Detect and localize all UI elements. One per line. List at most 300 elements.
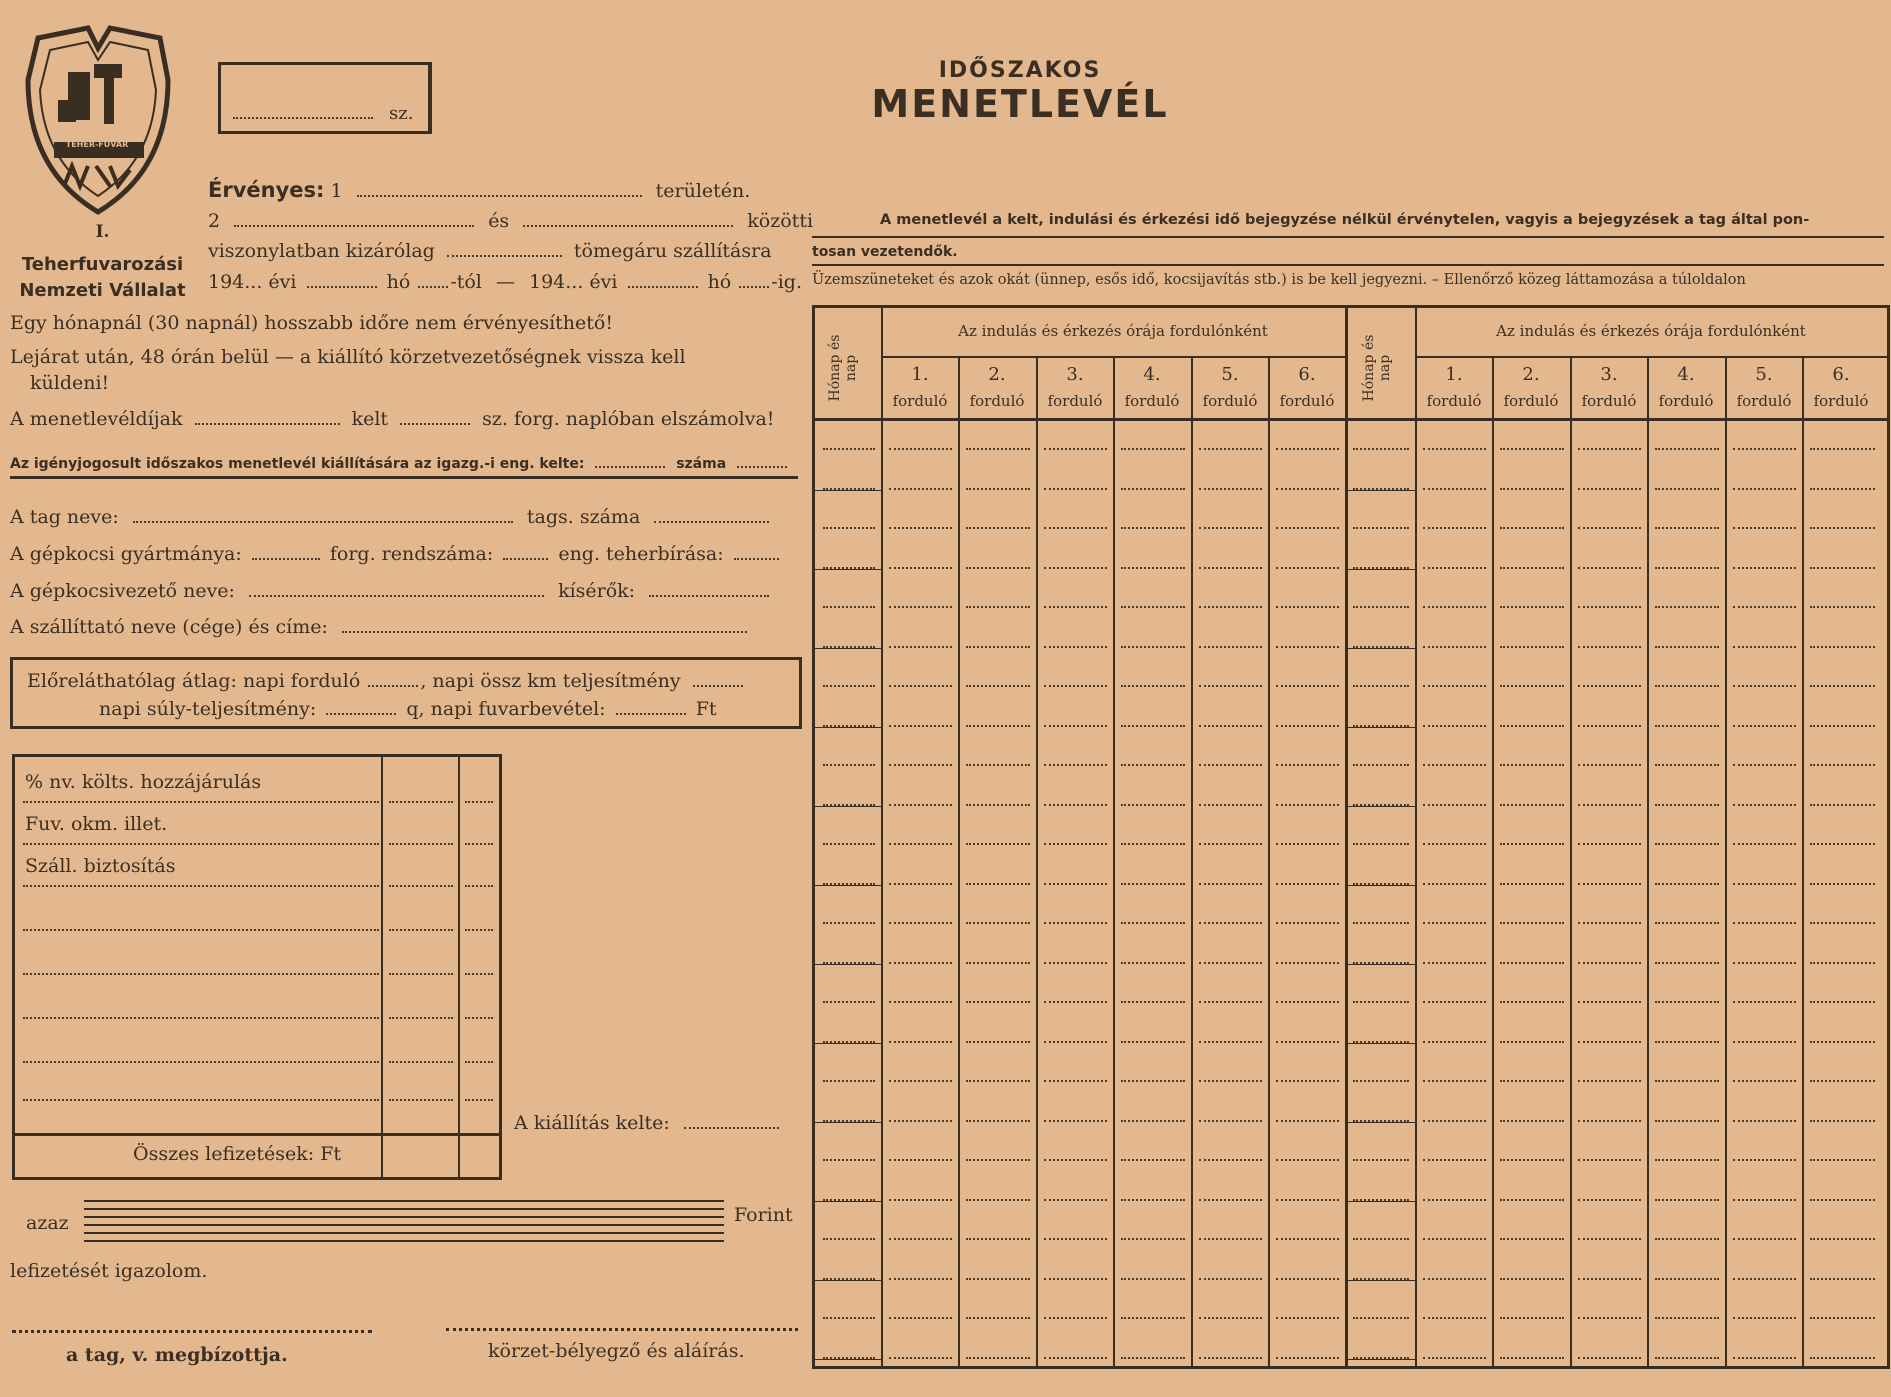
trip-log-cell[interactable] [1044, 527, 1107, 529]
trip-log-cell[interactable] [1044, 1278, 1107, 1280]
day-end-field[interactable] [739, 272, 769, 288]
trip-log-cell[interactable] [1500, 883, 1564, 885]
trip-log-cell[interactable] [1423, 1357, 1486, 1359]
trip-log-cell[interactable] [1121, 843, 1185, 845]
escorts-field[interactable] [649, 581, 769, 597]
driver-field[interactable] [249, 581, 544, 597]
trip-log-cell[interactable] [889, 646, 952, 648]
trip-log-cell[interactable] [1121, 804, 1185, 806]
trip-log-cell[interactable] [1578, 922, 1641, 924]
trip-log-cell[interactable] [1199, 567, 1262, 569]
trip-log-cell[interactable] [1121, 1080, 1185, 1082]
trip-log-cell[interactable] [1500, 725, 1564, 727]
trip-log-cell[interactable] [1733, 1357, 1796, 1359]
trip-log-cell[interactable] [1353, 1159, 1409, 1161]
trip-log-cell[interactable] [1199, 843, 1262, 845]
trip-log-cell[interactable] [1199, 962, 1262, 964]
trip-log-cell[interactable] [1578, 448, 1641, 450]
trip-log-cell[interactable] [1733, 962, 1796, 964]
trip-log-cell[interactable] [1121, 567, 1185, 569]
trip-log-cell[interactable] [823, 448, 875, 450]
trip-log-cell[interactable] [1810, 1001, 1875, 1003]
trip-log-cell[interactable] [1044, 883, 1107, 885]
trip-log-cell[interactable] [1423, 685, 1486, 687]
trip-log-cell[interactable] [1733, 1317, 1796, 1319]
trip-log-cell[interactable] [1276, 685, 1339, 687]
trip-log-cell[interactable] [1276, 764, 1339, 766]
trip-log-cell[interactable] [1733, 1001, 1796, 1003]
trip-log-cell[interactable] [889, 1001, 952, 1003]
trip-log-cell[interactable] [966, 1120, 1030, 1122]
trip-log-cell[interactable] [1121, 883, 1185, 885]
trip-log-cell[interactable] [1578, 1159, 1641, 1161]
plate-field[interactable] [503, 544, 548, 560]
trip-log-cell[interactable] [1423, 488, 1486, 490]
trip-log-cell[interactable] [1655, 1080, 1719, 1082]
trip-log-cell[interactable] [1733, 685, 1796, 687]
trip-log-cell[interactable] [1276, 962, 1339, 964]
trip-log-cell[interactable] [1655, 883, 1719, 885]
trip-log-cell[interactable] [1353, 685, 1409, 687]
cost-fraction-line[interactable] [465, 1061, 493, 1063]
trip-log-cell[interactable] [1578, 606, 1641, 608]
trip-log-cell[interactable] [1044, 1317, 1107, 1319]
authorization-number-field[interactable] [737, 456, 787, 468]
trip-log-cell[interactable] [1121, 1278, 1185, 1280]
trip-log-cell[interactable] [1655, 922, 1719, 924]
cost-amount-line[interactable] [389, 885, 453, 887]
cost-amount-line[interactable] [389, 929, 453, 931]
trip-log-cell[interactable] [1121, 962, 1185, 964]
cost-amount-line[interactable] [389, 1061, 453, 1063]
trip-log-cell[interactable] [966, 962, 1030, 964]
trip-log-cell[interactable] [1276, 646, 1339, 648]
trip-log-cell[interactable] [1199, 488, 1262, 490]
trip-log-cell[interactable] [1655, 764, 1719, 766]
member-number-field[interactable] [654, 507, 769, 523]
trip-log-cell[interactable] [1353, 527, 1409, 529]
trip-log-cell[interactable] [1655, 1041, 1719, 1043]
trip-log-cell[interactable] [1810, 922, 1875, 924]
cost-amount-line[interactable] [389, 801, 453, 803]
trip-log-cell[interactable] [823, 606, 875, 608]
trip-log-cell[interactable] [889, 1041, 952, 1043]
fees-date-field[interactable] [400, 409, 470, 425]
trip-log-cell[interactable] [1044, 1199, 1107, 1201]
trip-log-cell[interactable] [1733, 567, 1796, 569]
trip-log-cell[interactable] [823, 1001, 875, 1003]
trip-log-cell[interactable] [889, 1159, 952, 1161]
trip-log-cell[interactable] [1500, 606, 1564, 608]
trip-log-cell[interactable] [1121, 1238, 1185, 1240]
trip-log-cell[interactable] [1199, 527, 1262, 529]
trip-log-cell[interactable] [1121, 1041, 1185, 1043]
cargo-type-field[interactable] [447, 241, 562, 257]
trip-log-cell[interactable] [889, 1317, 952, 1319]
trip-log-cell[interactable] [1423, 1080, 1486, 1082]
trip-log-cell[interactable] [1276, 1120, 1339, 1122]
trip-log-cell[interactable] [1044, 1159, 1107, 1161]
trip-log-cell[interactable] [1353, 922, 1409, 924]
trip-log-cell[interactable] [1500, 1317, 1564, 1319]
trip-log-cell[interactable] [1810, 883, 1875, 885]
trip-log-cell[interactable] [966, 1041, 1030, 1043]
trip-log-cell[interactable] [1423, 764, 1486, 766]
trip-log-cell[interactable] [1810, 962, 1875, 964]
trip-log-cell[interactable] [889, 883, 952, 885]
trip-log-cell[interactable] [1578, 764, 1641, 766]
trip-log-cell[interactable] [1044, 1357, 1107, 1359]
trip-log-cell[interactable] [1655, 448, 1719, 450]
trip-log-cell[interactable] [1353, 448, 1409, 450]
trip-log-cell[interactable] [889, 764, 952, 766]
trip-log-cell[interactable] [1578, 488, 1641, 490]
trip-log-cell[interactable] [966, 1317, 1030, 1319]
trip-log-cell[interactable] [1578, 685, 1641, 687]
cost-fraction-line[interactable] [465, 973, 493, 975]
trip-log-cell[interactable] [1578, 725, 1641, 727]
trip-log-cell[interactable] [1733, 922, 1796, 924]
trip-log-cell[interactable] [823, 1317, 875, 1319]
fees-field[interactable] [195, 409, 340, 425]
trip-log-cell[interactable] [1733, 1159, 1796, 1161]
trip-log-cell[interactable] [1044, 1238, 1107, 1240]
trip-log-cell[interactable] [1810, 646, 1875, 648]
trip-log-cell[interactable] [1423, 883, 1486, 885]
cost-row-line[interactable] [23, 885, 379, 887]
trip-log-cell[interactable] [1044, 1120, 1107, 1122]
trip-log-cell[interactable] [1044, 725, 1107, 727]
trip-log-cell[interactable] [966, 764, 1030, 766]
trip-log-cell[interactable] [1810, 843, 1875, 845]
trip-log-cell[interactable] [823, 1159, 875, 1161]
trip-log-cell[interactable] [1423, 843, 1486, 845]
trip-log-cell[interactable] [1044, 685, 1107, 687]
trip-log-cell[interactable] [1810, 804, 1875, 806]
trip-log-cell[interactable] [1578, 962, 1641, 964]
district-signature-line[interactable] [446, 1328, 798, 1331]
trip-log-cell[interactable] [1500, 1357, 1564, 1359]
trip-log-cell[interactable] [889, 1357, 952, 1359]
trip-log-cell[interactable] [1276, 883, 1339, 885]
trip-log-cell[interactable] [1655, 1001, 1719, 1003]
cost-fraction-line[interactable] [465, 929, 493, 931]
cost-amount-line[interactable] [389, 1017, 453, 1019]
trip-log-cell[interactable] [1500, 488, 1564, 490]
trip-log-cell[interactable] [1810, 1120, 1875, 1122]
trip-log-cell[interactable] [966, 646, 1030, 648]
trip-log-cell[interactable] [1276, 488, 1339, 490]
amount-in-words-field[interactable] [84, 1196, 724, 1242]
cost-fraction-line[interactable] [465, 801, 493, 803]
trip-log-cell[interactable] [1199, 1317, 1262, 1319]
trip-log-cell[interactable] [1121, 764, 1185, 766]
trip-log-cell[interactable] [1423, 1278, 1486, 1280]
trip-log-cell[interactable] [1044, 488, 1107, 490]
trip-log-cell[interactable] [823, 843, 875, 845]
trip-log-cell[interactable] [1044, 922, 1107, 924]
trip-log-cell[interactable] [966, 843, 1030, 845]
member-name-field[interactable] [133, 507, 513, 523]
trip-log-cell[interactable] [889, 804, 952, 806]
trip-log-cell[interactable] [966, 725, 1030, 727]
trip-log-cell[interactable] [1500, 448, 1564, 450]
trip-log-cell[interactable] [1810, 567, 1875, 569]
trip-log-cell[interactable] [1655, 685, 1719, 687]
capacity-field[interactable] [734, 544, 779, 560]
trip-log-cell[interactable] [1276, 1199, 1339, 1201]
trip-log-cell[interactable] [1578, 843, 1641, 845]
cost-row-line[interactable] [23, 1061, 379, 1063]
trip-log-cell[interactable] [1044, 962, 1107, 964]
cost-row-line[interactable] [23, 1017, 379, 1019]
trip-log-cell[interactable] [966, 527, 1030, 529]
trip-log-cell[interactable] [966, 685, 1030, 687]
trip-log-cell[interactable] [966, 1159, 1030, 1161]
trip-log-cell[interactable] [966, 1357, 1030, 1359]
trip-log-cell[interactable] [889, 922, 952, 924]
trip-log-cell[interactable] [1655, 843, 1719, 845]
trip-log-cell[interactable] [1810, 764, 1875, 766]
trip-log-cell[interactable] [1423, 1159, 1486, 1161]
trip-log-cell[interactable] [1276, 527, 1339, 529]
trip-log-cell[interactable] [823, 922, 875, 924]
trip-log-cell[interactable] [1423, 448, 1486, 450]
trip-log-cell[interactable] [1578, 1199, 1641, 1201]
forecast-km-field[interactable] [693, 671, 743, 687]
trip-log-cell[interactable] [966, 448, 1030, 450]
trip-log-cell[interactable] [1578, 527, 1641, 529]
trip-log-cell[interactable] [1353, 843, 1409, 845]
member-signature-line[interactable] [12, 1330, 372, 1333]
trip-log-cell[interactable] [1199, 725, 1262, 727]
trip-log-cell[interactable] [823, 764, 875, 766]
trip-log-cell[interactable] [889, 606, 952, 608]
trip-log-cell[interactable] [889, 1080, 952, 1082]
trip-log-cell[interactable] [1500, 527, 1564, 529]
trip-log-cell[interactable] [1199, 1238, 1262, 1240]
trip-log-cell[interactable] [966, 488, 1030, 490]
trip-log-cell[interactable] [1199, 1159, 1262, 1161]
trip-log-cell[interactable] [1121, 1001, 1185, 1003]
trip-log-cell[interactable] [1810, 1278, 1875, 1280]
cost-amount-line[interactable] [389, 973, 453, 975]
forecast-revenue-field[interactable] [616, 699, 686, 715]
trip-log-cell[interactable] [1655, 488, 1719, 490]
trip-log-cell[interactable] [1500, 1199, 1564, 1201]
trip-log-cell[interactable] [966, 922, 1030, 924]
trip-log-cell[interactable] [1423, 646, 1486, 648]
trip-log-cell[interactable] [1276, 725, 1339, 727]
trip-log-cell[interactable] [1810, 488, 1875, 490]
forecast-weight-field[interactable] [326, 699, 396, 715]
cost-row-line[interactable] [23, 973, 379, 975]
trip-log-cell[interactable] [1500, 1001, 1564, 1003]
trip-log-cell[interactable] [1121, 922, 1185, 924]
cost-row-line[interactable] [23, 1099, 379, 1101]
trip-log-cell[interactable] [1733, 843, 1796, 845]
trip-log-cell[interactable] [1500, 804, 1564, 806]
trip-log-cell[interactable] [1423, 804, 1486, 806]
trip-log-cell[interactable] [1810, 1080, 1875, 1082]
trip-log-cell[interactable] [1500, 764, 1564, 766]
trip-log-cell[interactable] [1810, 606, 1875, 608]
issue-date-field[interactable] [684, 1113, 779, 1129]
trip-log-cell[interactable] [1733, 606, 1796, 608]
trip-log-cell[interactable] [1655, 567, 1719, 569]
trip-log-cell[interactable] [1423, 725, 1486, 727]
trip-log-cell[interactable] [1810, 725, 1875, 727]
trip-log-cell[interactable] [1199, 764, 1262, 766]
trip-log-cell[interactable] [1500, 1041, 1564, 1043]
trip-log-cell[interactable] [1199, 1041, 1262, 1043]
trip-log-cell[interactable] [1578, 1120, 1641, 1122]
trip-log-cell[interactable] [1353, 1317, 1409, 1319]
trip-log-cell[interactable] [1655, 1278, 1719, 1280]
trip-log-cell[interactable] [1810, 1317, 1875, 1319]
trip-log-cell[interactable] [1423, 922, 1486, 924]
trip-log-cell[interactable] [1199, 685, 1262, 687]
trip-log-cell[interactable] [1655, 1120, 1719, 1122]
trip-log-cell[interactable] [1199, 448, 1262, 450]
trip-log-cell[interactable] [889, 843, 952, 845]
trip-log-cell[interactable] [1199, 606, 1262, 608]
document-number-field[interactable] [233, 103, 373, 119]
trip-log-cell[interactable] [1044, 646, 1107, 648]
cost-row-line[interactable] [23, 843, 379, 845]
trip-log-cell[interactable] [1276, 1278, 1339, 1280]
trip-log-cell[interactable] [1044, 843, 1107, 845]
trip-log-cell[interactable] [1423, 1120, 1486, 1122]
trip-log-cell[interactable] [1733, 804, 1796, 806]
cost-amount-line[interactable] [389, 843, 453, 845]
trip-log-cell[interactable] [1044, 567, 1107, 569]
trip-log-cell[interactable] [1276, 1357, 1339, 1359]
trip-log-cell[interactable] [889, 1120, 952, 1122]
trip-log-cell[interactable] [1423, 1001, 1486, 1003]
trip-log-cell[interactable] [889, 685, 952, 687]
trip-log-cell[interactable] [1733, 1120, 1796, 1122]
trip-log-cell[interactable] [1121, 448, 1185, 450]
trip-log-cell[interactable] [1121, 1199, 1185, 1201]
trip-log-cell[interactable] [1578, 567, 1641, 569]
trip-log-cell[interactable] [1810, 1199, 1875, 1201]
trip-log-cell[interactable] [1500, 843, 1564, 845]
area1-field[interactable] [357, 181, 642, 197]
trip-log-cell[interactable] [1578, 1080, 1641, 1082]
forecast-trips-field[interactable] [368, 671, 418, 687]
trip-log-cell[interactable] [1044, 1001, 1107, 1003]
trip-log-cell[interactable] [1199, 804, 1262, 806]
trip-log-cell[interactable] [1733, 488, 1796, 490]
trip-log-cell[interactable] [1810, 527, 1875, 529]
month-end-field[interactable] [628, 272, 698, 288]
trip-log-cell[interactable] [966, 606, 1030, 608]
cost-row-line[interactable] [23, 801, 379, 803]
trip-log-cell[interactable] [1578, 883, 1641, 885]
trip-log-cell[interactable] [1655, 527, 1719, 529]
trip-log-cell[interactable] [1655, 1357, 1719, 1359]
trip-log-cell[interactable] [823, 1238, 875, 1240]
trip-log-cell[interactable] [1655, 725, 1719, 727]
trip-log-cell[interactable] [1733, 527, 1796, 529]
trip-log-cell[interactable] [1810, 1041, 1875, 1043]
trip-log-cell[interactable] [889, 567, 952, 569]
trip-log-cell[interactable] [1655, 962, 1719, 964]
trip-log-cell[interactable] [1733, 1238, 1796, 1240]
trip-log-cell[interactable] [1276, 922, 1339, 924]
cost-fraction-line[interactable] [465, 1017, 493, 1019]
trip-log-cell[interactable] [1423, 527, 1486, 529]
trip-log-cell[interactable] [1353, 1238, 1409, 1240]
trip-log-cell[interactable] [1423, 1238, 1486, 1240]
trip-log-cell[interactable] [1500, 962, 1564, 964]
trip-log-cell[interactable] [1121, 685, 1185, 687]
trip-log-cell[interactable] [1733, 764, 1796, 766]
trip-log-cell[interactable] [1121, 527, 1185, 529]
trip-log-cell[interactable] [1500, 646, 1564, 648]
trip-log-cell[interactable] [1500, 1120, 1564, 1122]
document-number-box[interactable] [218, 62, 432, 134]
trip-log-cell[interactable] [1121, 725, 1185, 727]
trip-log-cell[interactable] [1199, 1080, 1262, 1082]
trip-log-cell[interactable] [1733, 725, 1796, 727]
trip-log-cell[interactable] [1578, 1317, 1641, 1319]
trip-log-cell[interactable] [1500, 567, 1564, 569]
trip-log-cell[interactable] [1578, 1357, 1641, 1359]
trip-log-cell[interactable] [1733, 1041, 1796, 1043]
trip-log-cell[interactable] [1199, 1357, 1262, 1359]
trip-log-cell[interactable] [889, 1238, 952, 1240]
trip-log-cell[interactable] [1655, 1159, 1719, 1161]
trip-log-cell[interactable] [1733, 1278, 1796, 1280]
trip-log-cell[interactable] [1044, 606, 1107, 608]
trip-log-cell[interactable] [1578, 1001, 1641, 1003]
route-to-field[interactable] [523, 211, 733, 227]
trip-log-cell[interactable] [1121, 1317, 1185, 1319]
trip-log-cell[interactable] [1733, 448, 1796, 450]
trip-log-cell[interactable] [966, 883, 1030, 885]
trip-log-cell[interactable] [1353, 764, 1409, 766]
trip-log-cell[interactable] [1121, 646, 1185, 648]
trip-log-cell[interactable] [889, 1278, 952, 1280]
trip-log-cell[interactable] [1810, 1357, 1875, 1359]
trip-log-cell[interactable] [889, 448, 952, 450]
cost-amount-line[interactable] [389, 1099, 453, 1101]
trip-log-cell[interactable] [1044, 764, 1107, 766]
trip-log-cell[interactable] [1276, 448, 1339, 450]
trip-log-cell[interactable] [1276, 843, 1339, 845]
trip-log-cell[interactable] [823, 1080, 875, 1082]
trip-log-cell[interactable] [1500, 1278, 1564, 1280]
trip-log-cell[interactable] [1655, 646, 1719, 648]
trip-log-cell[interactable] [1199, 1278, 1262, 1280]
trip-log-cell[interactable] [1276, 1041, 1339, 1043]
trip-log-cell[interactable] [966, 567, 1030, 569]
car-make-field[interactable] [252, 544, 320, 560]
trip-log-cell[interactable] [1276, 804, 1339, 806]
trip-log-cell[interactable] [1276, 606, 1339, 608]
trip-log-cell[interactable] [889, 488, 952, 490]
trip-log-cell[interactable] [1121, 1120, 1185, 1122]
trip-log-cell[interactable] [1121, 488, 1185, 490]
trip-log-cell[interactable] [1733, 1199, 1796, 1201]
trip-log-cell[interactable] [1423, 606, 1486, 608]
trip-log-cell[interactable] [1578, 1278, 1641, 1280]
trip-log-cell[interactable] [1810, 685, 1875, 687]
trip-log-cell[interactable] [1500, 1080, 1564, 1082]
day-start-field[interactable] [418, 272, 448, 288]
